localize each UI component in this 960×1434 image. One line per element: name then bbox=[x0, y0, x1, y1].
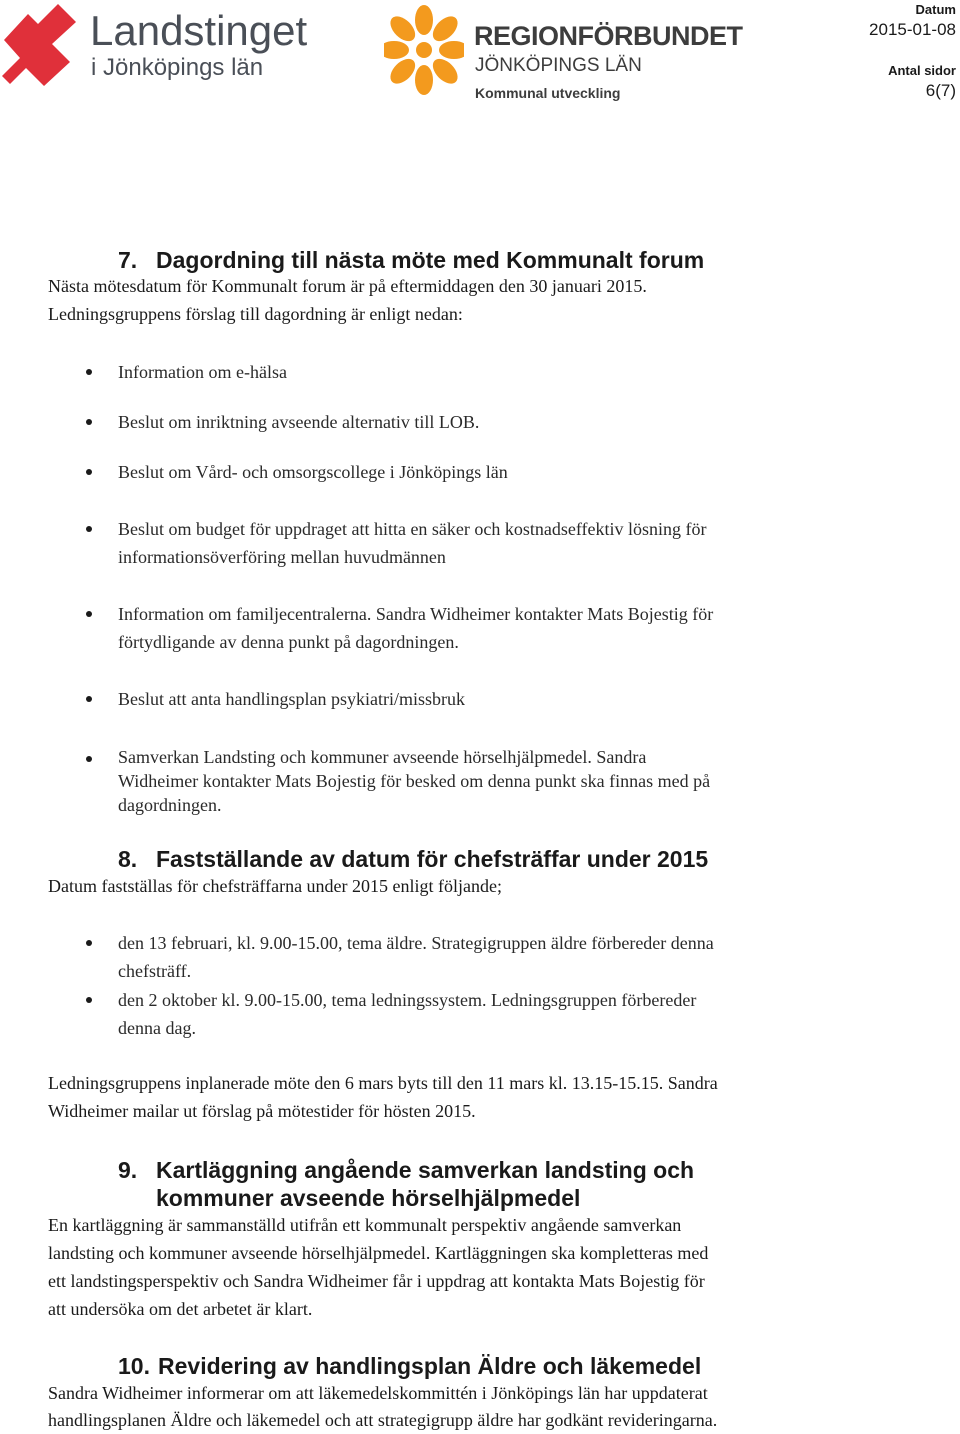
section-10-heading bbox=[118, 1352, 818, 1380]
agenda-item: Beslut om inriktning avseende alternativ till LOB. bbox=[118, 412, 480, 432]
landstinget-logo bbox=[0, 0, 340, 90]
datum-label: Datum bbox=[915, 2, 956, 17]
agenda-item-continued: dagordningen. bbox=[118, 795, 222, 815]
agenda-item: Beslut om budget för uppdraget att hitta en säker och kostnadseffektiv lösning för bbox=[118, 519, 707, 539]
agenda-item: Samverkan Landsting och kommuner avseende hörselhjälpmedel. Sandra bbox=[118, 747, 647, 767]
regionforbundet-subtitle: Kommunal utveckling bbox=[475, 85, 621, 101]
section-7-intro-line1: Nästa mötesdatum för Kommunalt forum är på eftermiddagen den 30 januari 2015. bbox=[48, 276, 647, 296]
section-9-body-line3: ett landstingsperspektiv och Sandra Widheimer får i uppdrag att kontakta Mats Bojestig för bbox=[48, 1271, 705, 1291]
agenda-item: Information om familjecentralerna. Sandra Widheimer kontakter Mats Bojestig för bbox=[118, 604, 714, 624]
bullet-icon bbox=[86, 526, 92, 532]
section-7-intro-line2: Ledningsgruppens förslag till dagordning är enligt nedan: bbox=[48, 304, 463, 324]
datum-value: 2015-01-08 bbox=[869, 20, 956, 39]
regionforbundet-name: REGIONFÖRBUNDET bbox=[474, 21, 743, 51]
section-7-title: Dagordning till nästa möte med Kommunalt forum bbox=[156, 247, 705, 273]
section-8-title: Fastställande av datum för chefsträffar under 2015 bbox=[156, 846, 709, 872]
section-10-title: Revidering av handlingsplan Äldre och läkemedel bbox=[158, 1353, 702, 1379]
section-9-heading bbox=[118, 1156, 818, 1212]
bullet-icon bbox=[86, 611, 92, 617]
agenda-item: Beslut att anta handlingsplan psykiatri/missbruk bbox=[118, 689, 465, 709]
meeting-date-item-continued: denna dag. bbox=[118, 1018, 196, 1038]
section-9-body-line4: att undersöka om det arbetet är klart. bbox=[48, 1299, 313, 1319]
section-8-heading bbox=[118, 845, 818, 873]
section-7-number: 7. bbox=[118, 247, 138, 273]
sun-flower-icon bbox=[384, 2, 464, 106]
agenda-item-continued: Widheimer kontakter Mats Bojestig för besked om denna punkt ska finnas med på bbox=[118, 771, 711, 791]
section-8-intro: Datum fastställas för chefsträffarna under 2015 enligt följande; bbox=[48, 876, 503, 896]
bullet-icon bbox=[86, 997, 92, 1003]
agenda-item: Information om e-hälsa bbox=[118, 362, 287, 382]
section-9-title-line1: Kartläggning angående samverkan landsting och bbox=[156, 1157, 695, 1183]
meeting-date-item: den 13 februari, kl. 9.00-15.00, tema äldre. Strategigruppen äldre förbereder denna bbox=[118, 933, 714, 953]
page-count-label: Antal sidor bbox=[888, 63, 956, 78]
page-count-value: 6(7) bbox=[925, 81, 956, 100]
section-9-title-line2: kommuner avseende hörselhjälpmedel bbox=[156, 1185, 581, 1211]
section-10-number: 10. bbox=[118, 1353, 150, 1379]
section-8-outro-line2: Widheimer mailar ut förslag på mötestider för hösten 2015. bbox=[48, 1101, 476, 1121]
bullet-icon bbox=[86, 419, 92, 425]
landstinget-region: i Jönköpings län bbox=[91, 54, 264, 81]
meeting-date-item: den 2 oktober kl. 9.00-15.00, tema ledningssystem. Ledningsgruppen förbereder bbox=[118, 990, 697, 1010]
bullet-icon bbox=[86, 369, 92, 375]
meeting-date-item-continued: chefsträff. bbox=[118, 961, 192, 981]
section-10-body-line1: Sandra Widheimer informerar om att läkemedelskommittén i Jönköpings län har uppdaterat bbox=[48, 1383, 708, 1403]
bullet-icon bbox=[86, 696, 92, 702]
bullet-icon bbox=[86, 940, 92, 946]
agenda-item-continued: förtydligande av denna punkt på dagordningen. bbox=[118, 632, 459, 652]
bullet-icon bbox=[86, 469, 92, 475]
section-9-number: 9. bbox=[118, 1157, 138, 1183]
section-7-heading bbox=[118, 246, 818, 274]
section-10-body-line2: handlingsplanen Äldre och läkemedel och att strategigrupp äldre har godkänt revideringarna. bbox=[48, 1410, 718, 1430]
landstinget-name: Landstinget bbox=[90, 7, 308, 54]
section-9-body-line2: landsting och kommuner avseende hörselhjälpmedel. Kartläggningen ska kompletteras med bbox=[48, 1243, 709, 1263]
section-9-body-line1: En kartläggning är sammanställd utifrån ett kommunalt perspektiv angående samverkan bbox=[48, 1215, 682, 1235]
section-8-number: 8. bbox=[118, 846, 138, 872]
regionforbundet-region: JÖNKÖPINGS LÄN bbox=[475, 55, 642, 76]
agenda-item: Beslut om Vård- och omsorgscollege i Jönköpings län bbox=[118, 462, 508, 482]
bullet-icon bbox=[86, 756, 92, 762]
agenda-item-continued: informationsöverföring mellan huvudmännen bbox=[118, 547, 446, 567]
section-8-outro-line1: Ledningsgruppens inplanerade möte den 6 mars byts till den 11 mars kl. 13.15-15.15. Sandra bbox=[48, 1073, 718, 1093]
regionforbundet-logo bbox=[384, 2, 744, 106]
